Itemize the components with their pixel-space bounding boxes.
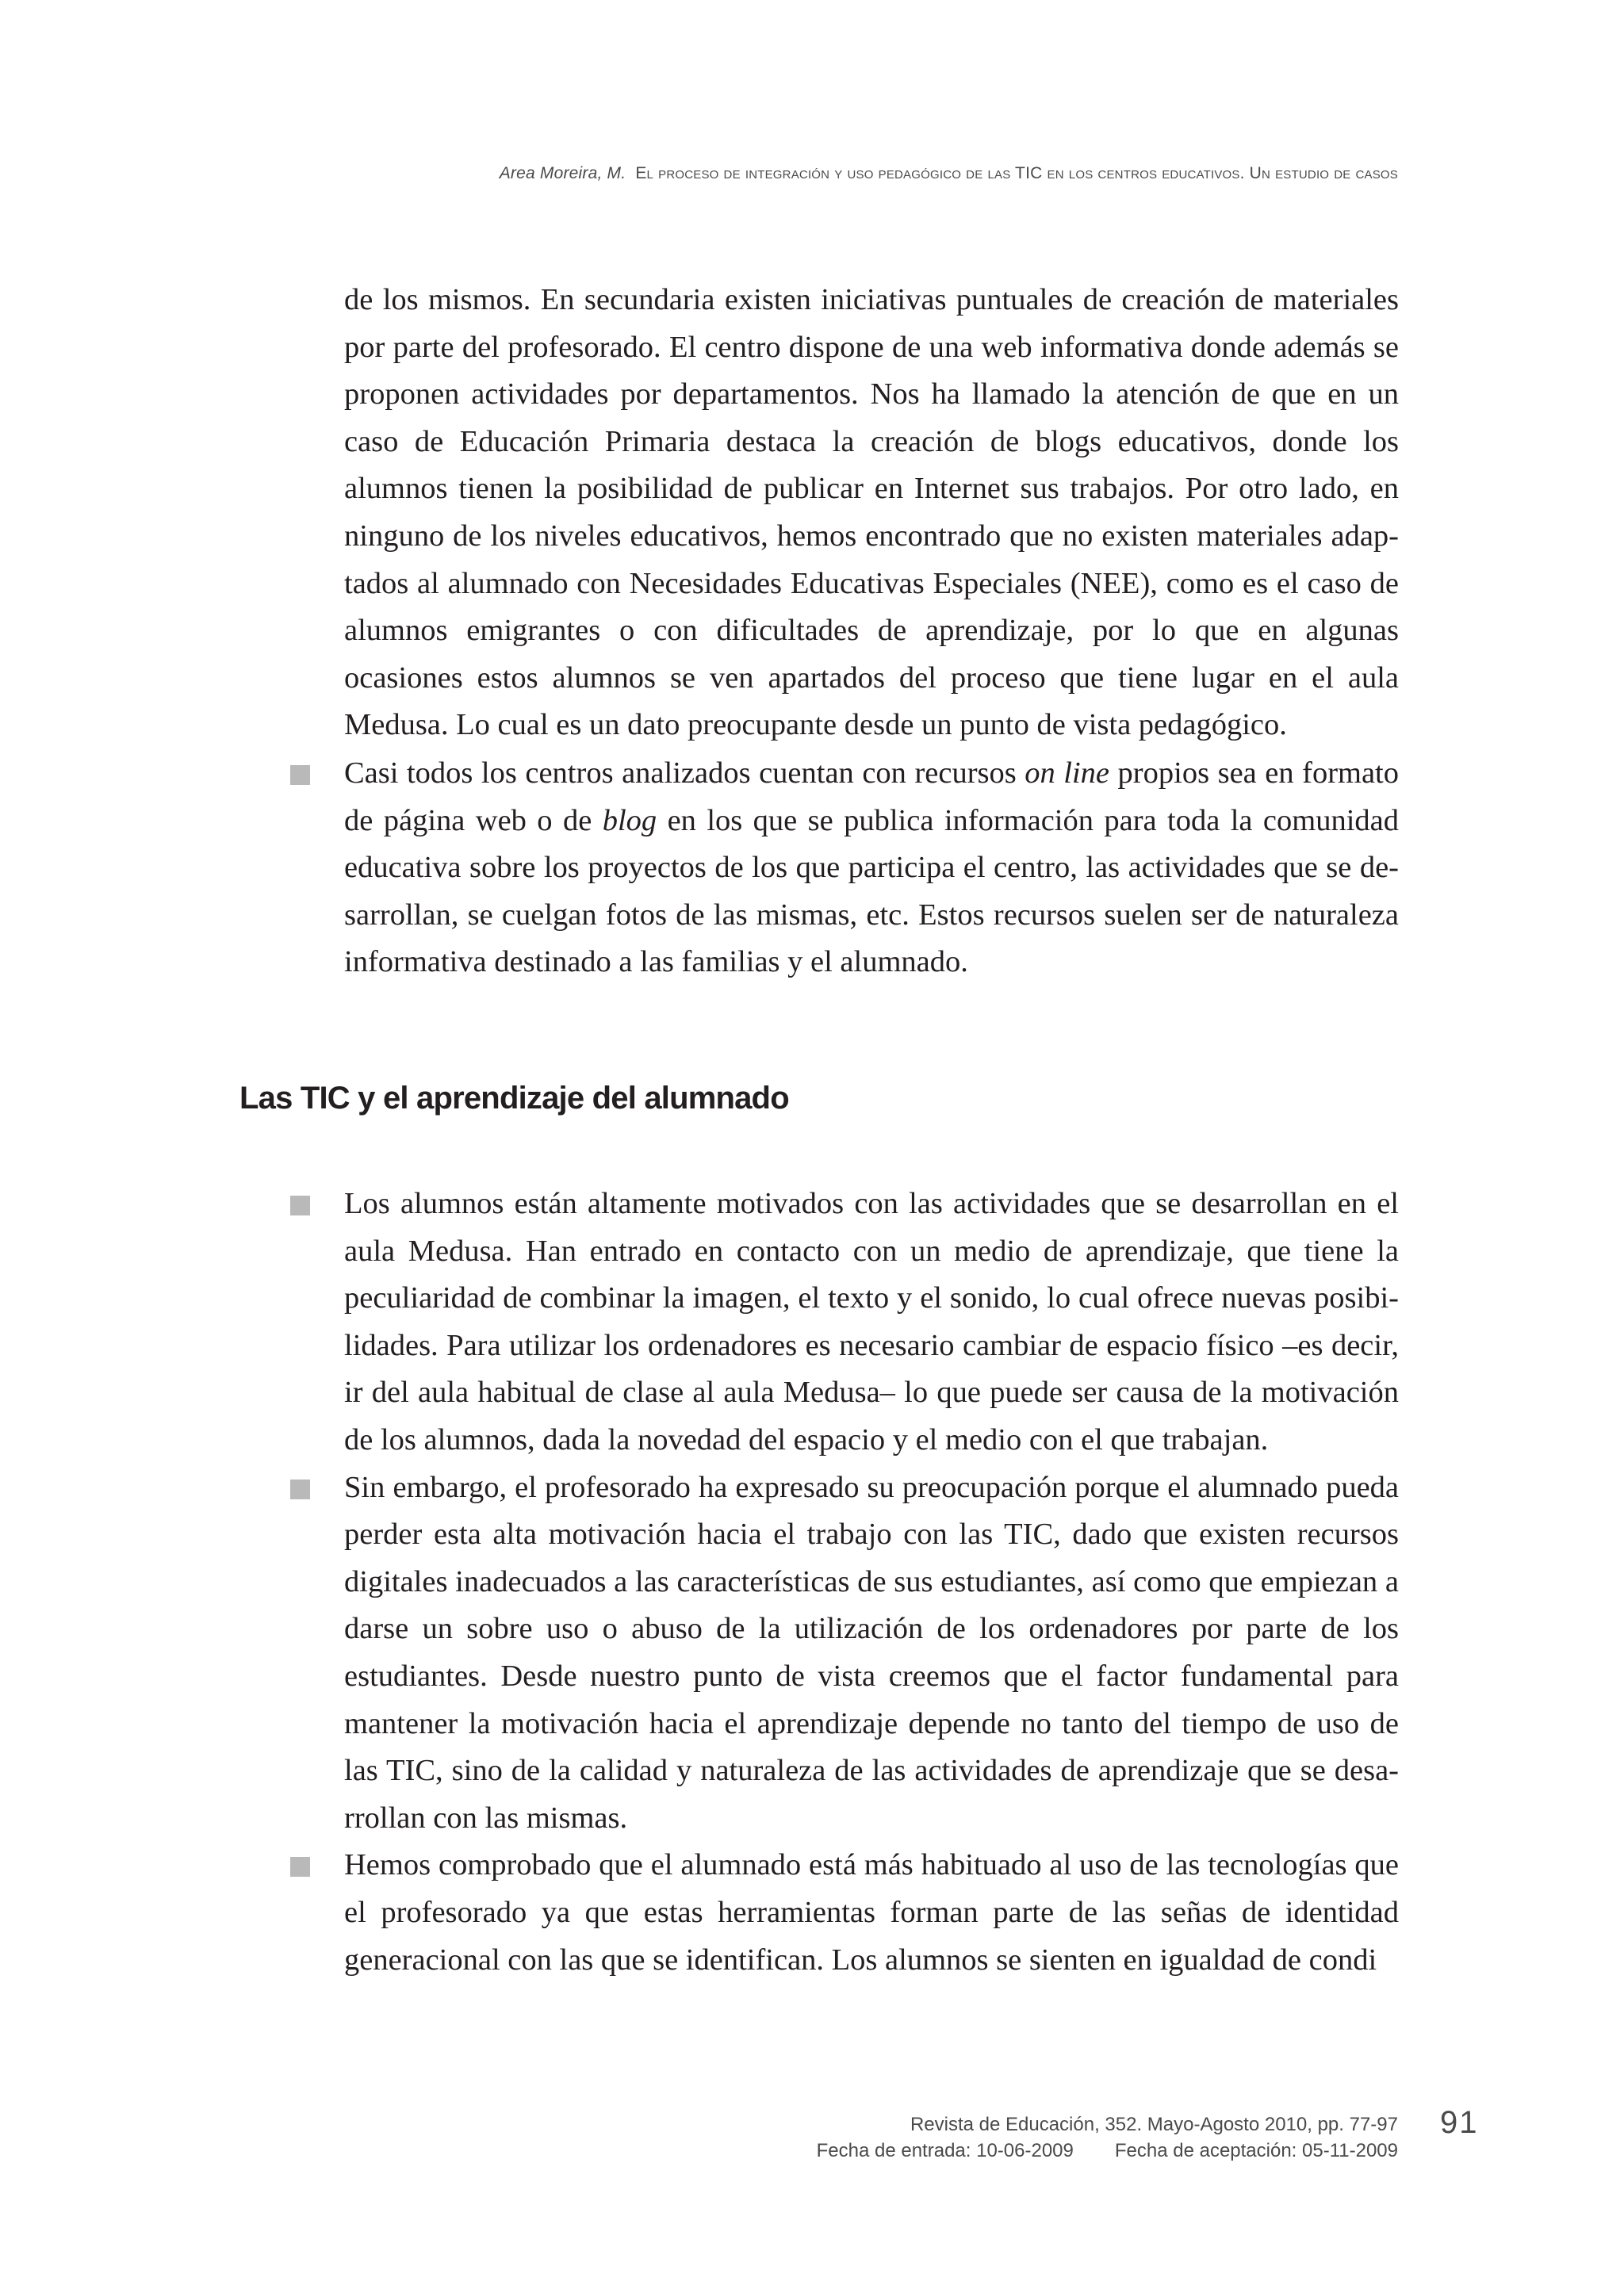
footer-journal-citation: Revista de Educación, 352. Mayo-Agosto 2010, pp. 77-97 xyxy=(910,2114,1398,2135)
running-header xyxy=(500,164,1398,183)
page-footer xyxy=(817,2111,1398,2164)
square-bullet-icon xyxy=(290,765,310,785)
list-item xyxy=(344,1181,1399,1464)
section-heading: Las TIC y el aprendizaje del alumnado xyxy=(239,1081,789,1116)
bullet-list-resources xyxy=(344,750,1399,986)
page-number: 91 xyxy=(1440,2105,1479,2140)
footer-dates xyxy=(817,2138,1398,2164)
list-item-text-part: propios sea en formato de página web o de xyxy=(344,756,1400,837)
list-item-italic-term: on line xyxy=(1025,756,1110,790)
list-item-text: Hemos comprobado que el alumnado está más habituado al uso de las tecnologías que el profesorado ya que estas herramientas forman parte de las señas de identidad generacional con las que se identifican. Los alumnos se sienten en igualdad de condi xyxy=(344,1848,1399,1977)
list-item-text: Los alumnos están altamente motivados con las actividades que se desarrollan en el aula Medusa. Han entrado en contacto con un medio de aprendizaje, que tiene la peculiaridad de combinar la imagen, el texto y el sonido, lo cual ofrece nuevas posibilidades. Para utilizar los ordenadores es necesario cambiar de espacio físico –es decir, ir del aula habitual de clase al aula Medusa– lo que puede ser causa de la motivación de los alumnos, dada la novedad del espacio y el medio con el que trabajan. xyxy=(344,1187,1399,1457)
square-bullet-icon xyxy=(290,1480,310,1499)
footer-acceptance-date: Fecha de aceptación: 05-11-2009 xyxy=(1114,2140,1398,2161)
list-item-text-part: en los que se publica información para toda la comunidad educativa sobre los proyectos de los que participa el centro, las actividades que se desarrollan, se cuelgan fotos de las mismas, etc. Estos recursos suelen ser de naturaleza informativa destinado a las familias y el alumnado. xyxy=(344,803,1399,979)
list-item-text: Sin embargo, el profesorado ha expresado su preocupación porque el alumnado pueda perder esta alta motivación hacia el trabajo con las TIC, dado que existen recursos digitales inadecuados a las características de sus estudiantes, así como que empiezan a darse un sobre uso o abuso de la utilización de los ordenadores por parte de los estudiantes. Desde nuestro punto de vista creemos que el factor fundamental para mantener la motivación hacia el aprendizaje depende no tanto del tiempo de uso de las TIC, sino de la calidad y naturaleza de las actividades de aprendizaje que se desarrollan con las mismas. xyxy=(344,1470,1399,1835)
list-item-text-part: Casi todos los centros analizados cuentan con recursos xyxy=(344,756,1025,790)
footer-entry-date: Fecha de entrada: 10-06-2009 xyxy=(816,2140,1074,2161)
running-header-title: El proceso de integración y uso pedagógico de las TIC en los centros educativos. Un estudio de casos xyxy=(635,164,1398,182)
square-bullet-icon xyxy=(290,1857,310,1877)
intro-paragraph: de los mismos. En secundaria existen iniciativas puntuales de creación de materiales por parte del profesorado. El centro dispone de una web informativa donde además se proponen actividades por departamentos. Nos ha llamado la atención de que en un caso de Educación Primaria destaca la creación de blogs educativos, donde los alumnos tienen la posibilidad de publicar en Internet sus trabajos. Por otro lado, en ninguno de los niveles educativos, hemos encontrado que no existen materiales adaptados al alumnado con Necesidades Educativas Especiales (NEE), como es el caso de alumnos emigrantes o con dificultades de aprendizaje, por lo que en algunas ocasiones estos alumnos se ven apartados del proceso que tiene lugar en el aula Medusa. Lo cual es un dato preocupante desde un punto de vista pedagógico. xyxy=(344,283,1399,742)
running-header-author: Area Moreira, M. xyxy=(499,164,626,182)
list-item xyxy=(344,1464,1399,1843)
list-item xyxy=(344,750,1399,986)
square-bullet-icon xyxy=(290,1196,310,1215)
list-item-italic-term: blog xyxy=(602,803,657,837)
list-item xyxy=(344,1842,1399,1984)
bullet-list-learning xyxy=(344,1181,1399,1984)
